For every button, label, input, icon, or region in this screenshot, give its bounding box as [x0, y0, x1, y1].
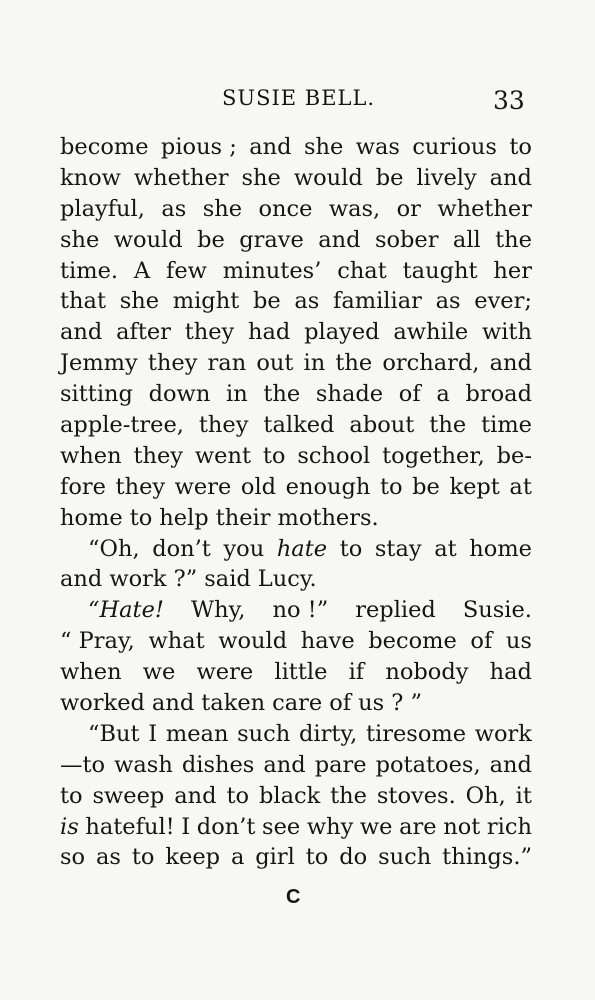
- text-line: “ Pray, what would have become of us: [60, 628, 532, 655]
- text-line: and work ?” said Lucy.: [60, 566, 317, 593]
- page-number: 33: [493, 86, 525, 115]
- text-line: know whether she would be lively and: [60, 164, 532, 191]
- text-line: so as to keep a girl to do such things.”: [60, 844, 532, 871]
- text-line: time. A few minutes’ chat taught her: [60, 257, 532, 284]
- text-line: worked and taken care of us ? ”: [60, 690, 423, 717]
- text-line: and after they had played awhile with: [60, 319, 532, 346]
- text-line: “But I mean such dirty, tiresome work: [88, 720, 532, 747]
- text-line: fore they were old enough to be kept at: [60, 473, 532, 500]
- running-head: SUSIE BELL.: [222, 86, 376, 110]
- text-line: —to wash dishes and pare potatoes, and: [60, 751, 532, 778]
- text-line: Jemmy they ran out in the orchard, and: [60, 350, 532, 377]
- text-line: is hateful! I don’t see why we are not rich: [60, 813, 532, 840]
- text-line: to sweep and to black the stoves. Oh, it: [60, 782, 532, 809]
- text-line: when they went to school together, be-: [60, 442, 532, 469]
- text-line: apple-tree, they talked about the time: [60, 412, 532, 439]
- text-line: she would be grave and sober all the: [60, 226, 532, 253]
- text-line: sitting down in the shade of a broad: [60, 381, 532, 408]
- text-line: playful, as she once was, or whether: [60, 195, 532, 222]
- signature-mark: C: [286, 886, 301, 908]
- text-line: “Hate! Why, no !” replied Susie.: [88, 597, 532, 624]
- text-line: when we were little if nobody had: [60, 659, 532, 686]
- text-line: become pious ; and she was curious to: [60, 134, 532, 160]
- text-line: that she might be as familiar as ever;: [60, 288, 532, 315]
- text-line: home to help their mothers.: [60, 504, 379, 531]
- text-line: “Oh, don’t you hate to stay at home: [88, 535, 532, 562]
- body-text: [60, 132, 532, 873]
